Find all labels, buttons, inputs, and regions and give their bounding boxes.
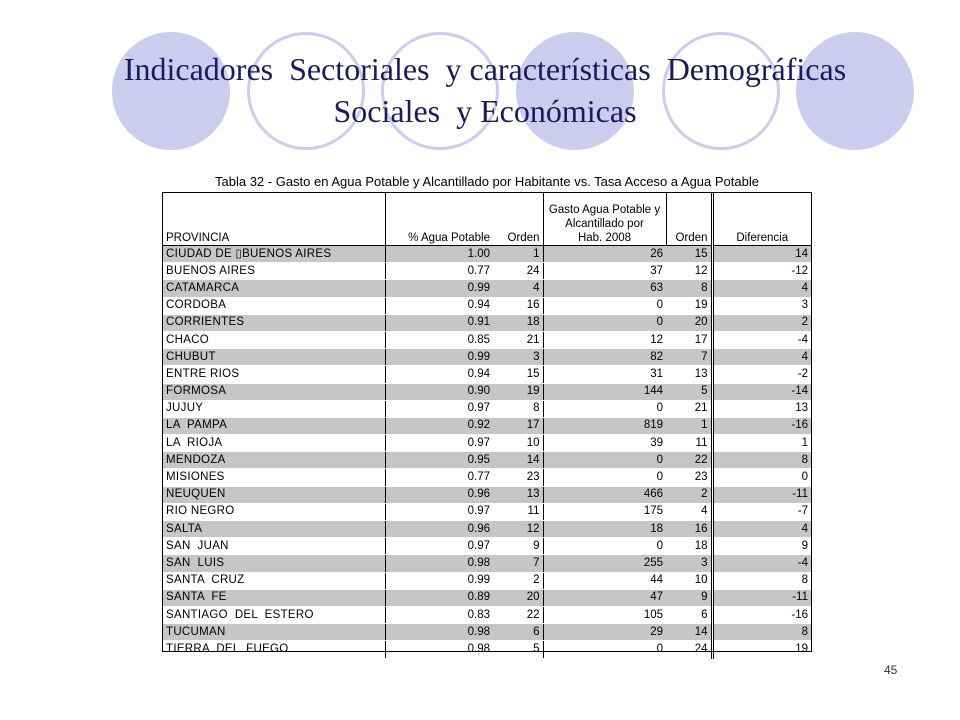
cell-diferencia: 9 xyxy=(712,538,811,555)
cell-provincia: NEUQUEN xyxy=(163,486,385,503)
header-diferencia: Diferencia xyxy=(712,193,811,246)
cell-diferencia: 4 xyxy=(712,521,811,538)
cell-agua-potable: 0.98 xyxy=(385,555,493,572)
cell-agua-potable: 1.00 xyxy=(385,246,493,263)
cell-orden-1: 24 xyxy=(493,263,543,280)
cell-gasto: 44 xyxy=(543,572,666,589)
header-gasto-line1: Gasto Agua Potable y xyxy=(548,204,661,216)
cell-orden-2: 2 xyxy=(666,486,712,503)
cell-diferencia: -4 xyxy=(712,331,811,348)
cell-orden-2: 10 xyxy=(666,572,712,589)
cell-provincia: SANTA CRUZ xyxy=(163,572,385,589)
cell-agua-potable: 0.98 xyxy=(385,641,493,658)
cell-provincia: MENDOZA xyxy=(163,452,385,469)
cell-diferencia: -16 xyxy=(712,417,811,434)
cell-provincia: RIO NEGRO xyxy=(163,503,385,520)
cell-orden-2: 20 xyxy=(666,314,712,331)
cell-orden-2: 23 xyxy=(666,469,712,486)
cell-orden-1: 14 xyxy=(493,452,543,469)
cell-agua-potable: 0.94 xyxy=(385,366,493,383)
cell-gasto: 0 xyxy=(543,297,666,314)
cell-agua-potable: 0.90 xyxy=(385,383,493,400)
cell-orden-1: 1 xyxy=(493,246,543,263)
cell-orden-1: 18 xyxy=(493,314,543,331)
table-row xyxy=(163,521,811,538)
cell-provincia: CHUBUT xyxy=(163,349,385,366)
cell-orden-2: 15 xyxy=(666,246,712,263)
cell-orden-1: 22 xyxy=(493,606,543,623)
cell-diferencia: -7 xyxy=(712,503,811,520)
cell-agua-potable: 0.77 xyxy=(385,469,493,486)
cell-gasto: 0 xyxy=(543,452,666,469)
cell-orden-1: 7 xyxy=(493,555,543,572)
table-row xyxy=(163,538,811,555)
table-row xyxy=(163,297,811,314)
header-provincia: PROVINCIA xyxy=(163,193,385,246)
table-row xyxy=(163,417,811,434)
cell-orden-2: 9 xyxy=(666,589,712,606)
cell-orden-2: 18 xyxy=(666,538,712,555)
cell-gasto: 0 xyxy=(543,314,666,331)
table-row xyxy=(163,503,811,520)
table-header-row xyxy=(163,193,811,246)
cell-gasto: 144 xyxy=(543,383,666,400)
cell-orden-2: 21 xyxy=(666,400,712,417)
cell-diferencia: 14 xyxy=(712,246,811,263)
cell-diferencia: -14 xyxy=(712,383,811,400)
cell-provincia: TUCUMAN xyxy=(163,624,385,641)
cell-agua-potable: 0.97 xyxy=(385,400,493,417)
table-row xyxy=(163,452,811,469)
cell-orden-2: 6 xyxy=(666,606,712,623)
cell-diferencia: 3 xyxy=(712,297,811,314)
table-row xyxy=(163,383,811,400)
cell-provincia: CATAMARCA xyxy=(163,280,385,297)
header-gasto-line3: Hab. 2008 xyxy=(577,232,632,244)
cell-diferencia: -11 xyxy=(712,589,811,606)
cell-gasto: 39 xyxy=(543,435,666,452)
cell-orden-1: 16 xyxy=(493,297,543,314)
cell-diferencia: 4 xyxy=(712,280,811,297)
cell-orden-1: 19 xyxy=(493,383,543,400)
cell-agua-potable: 0.85 xyxy=(385,331,493,348)
table-row xyxy=(163,641,811,658)
cell-gasto: 63 xyxy=(543,280,666,297)
cell-provincia: LA PAMPA xyxy=(163,417,385,434)
table-row xyxy=(163,572,811,589)
table-row xyxy=(163,624,811,641)
table-row xyxy=(163,400,811,417)
cell-agua-potable: 0.97 xyxy=(385,538,493,555)
cell-gasto: 47 xyxy=(543,589,666,606)
cell-diferencia: -11 xyxy=(712,486,811,503)
cell-provincia: BUENOS AIRES xyxy=(163,263,385,280)
cell-diferencia: 13 xyxy=(712,400,811,417)
cell-provincia: ENTRE RIOS xyxy=(163,366,385,383)
table-row xyxy=(163,366,811,383)
cell-diferencia: -4 xyxy=(712,555,811,572)
cell-gasto: 12 xyxy=(543,331,666,348)
cell-diferencia: 8 xyxy=(712,572,811,589)
cell-agua-potable: 0.97 xyxy=(385,503,493,520)
cell-orden-2: 22 xyxy=(666,452,712,469)
cell-agua-potable: 0.99 xyxy=(385,280,493,297)
cell-orden-1: 9 xyxy=(493,538,543,555)
cell-orden-2: 19 xyxy=(666,297,712,314)
cell-orden-1: 23 xyxy=(493,469,543,486)
cell-diferencia: 0 xyxy=(712,469,811,486)
cell-agua-potable: 0.96 xyxy=(385,486,493,503)
table-row xyxy=(163,469,811,486)
table-caption: Tabla 32 - Gasto en Agua Potable y Alcantillado por Habitante vs. Tasa Acceso a Agua Potable xyxy=(215,174,759,189)
page-number: 45 xyxy=(884,663,898,677)
cell-provincia: LA RIOJA xyxy=(163,435,385,452)
cell-orden-1: 13 xyxy=(493,486,543,503)
cell-orden-1: 21 xyxy=(493,331,543,348)
cell-orden-1: 10 xyxy=(493,435,543,452)
cell-provincia: JUJUY xyxy=(163,400,385,417)
cell-provincia: CIUDAD DE ▯BUENOS AIRES xyxy=(163,246,385,263)
table-row xyxy=(163,246,811,263)
cell-orden-2: 5 xyxy=(666,383,712,400)
cell-diferencia: 8 xyxy=(712,452,811,469)
cell-gasto: 255 xyxy=(543,555,666,572)
table-row xyxy=(163,349,811,366)
cell-agua-potable: 0.96 xyxy=(385,521,493,538)
cell-gasto: 31 xyxy=(543,366,666,383)
cell-agua-potable: 0.99 xyxy=(385,349,493,366)
cell-orden-1: 5 xyxy=(493,641,543,658)
slide-title xyxy=(40,48,930,132)
cell-orden-2: 17 xyxy=(666,331,712,348)
cell-diferencia: 1 xyxy=(712,435,811,452)
table-row xyxy=(163,280,811,297)
cell-agua-potable: 0.83 xyxy=(385,606,493,623)
cell-orden-1: 20 xyxy=(493,589,543,606)
cell-orden-2: 8 xyxy=(666,280,712,297)
cell-gasto: 0 xyxy=(543,400,666,417)
cell-agua-potable: 0.97 xyxy=(385,435,493,452)
cell-orden-1: 3 xyxy=(493,349,543,366)
data-table-container xyxy=(162,192,812,655)
cell-agua-potable: 0.89 xyxy=(385,589,493,606)
table-row xyxy=(163,555,811,572)
cell-orden-2: 12 xyxy=(666,263,712,280)
table-row xyxy=(163,314,811,331)
cell-gasto: 466 xyxy=(543,486,666,503)
cell-provincia: CORDOBA xyxy=(163,297,385,314)
cell-orden-1: 12 xyxy=(493,521,543,538)
cell-gasto: 29 xyxy=(543,624,666,641)
cell-provincia: SANTIAGO DEL ESTERO xyxy=(163,606,385,623)
cell-orden-1: 17 xyxy=(493,417,543,434)
cell-gasto: 0 xyxy=(543,469,666,486)
cell-orden-1: 11 xyxy=(493,503,543,520)
cell-gasto: 26 xyxy=(543,246,666,263)
cell-diferencia: 19 xyxy=(712,641,811,658)
cell-diferencia: -12 xyxy=(712,263,811,280)
cell-gasto: 37 xyxy=(543,263,666,280)
cell-orden-1: 4 xyxy=(493,280,543,297)
header-orden-2: Orden xyxy=(675,232,708,244)
header-gasto xyxy=(543,193,666,246)
cell-agua-potable: 0.99 xyxy=(385,572,493,589)
cell-diferencia: -16 xyxy=(712,606,811,623)
slide-title-line2: Sociales y Económicas xyxy=(333,93,637,129)
header-gasto-line2: Alcantillado por xyxy=(565,218,644,230)
cell-diferencia: 8 xyxy=(712,624,811,641)
table-row xyxy=(163,589,811,606)
cell-orden-2: 16 xyxy=(666,521,712,538)
cell-orden-2: 4 xyxy=(666,503,712,520)
cell-diferencia: 4 xyxy=(712,349,811,366)
data-table xyxy=(163,193,811,659)
table-body xyxy=(163,246,811,659)
table-row xyxy=(163,606,811,623)
cell-provincia: SAN JUAN xyxy=(163,538,385,555)
cell-orden-2: 24 xyxy=(666,641,712,658)
cell-gasto: 18 xyxy=(543,521,666,538)
cell-provincia: TIERRA DEL FUEGO xyxy=(163,641,385,658)
cell-provincia: FORMOSA xyxy=(163,383,385,400)
cell-gasto: 0 xyxy=(543,641,666,658)
cell-provincia: CHACO xyxy=(163,331,385,348)
header-orden-1: Orden xyxy=(507,232,540,244)
cell-gasto: 175 xyxy=(543,503,666,520)
cell-provincia: SANTA FE xyxy=(163,589,385,606)
cell-orden-2: 13 xyxy=(666,366,712,383)
cell-orden-1: 6 xyxy=(493,624,543,641)
cell-agua-potable: 0.91 xyxy=(385,314,493,331)
cell-orden-2: 7 xyxy=(666,349,712,366)
cell-diferencia: -2 xyxy=(712,366,811,383)
cell-agua-potable: 0.98 xyxy=(385,624,493,641)
cell-orden-1: 15 xyxy=(493,366,543,383)
table-row xyxy=(163,331,811,348)
cell-orden-2: 1 xyxy=(666,417,712,434)
cell-provincia: MISIONES xyxy=(163,469,385,486)
cell-gasto: 0 xyxy=(543,538,666,555)
table-row xyxy=(163,486,811,503)
cell-agua-potable: 0.94 xyxy=(385,297,493,314)
cell-gasto: 105 xyxy=(543,606,666,623)
cell-gasto: 819 xyxy=(543,417,666,434)
cell-agua-potable: 0.77 xyxy=(385,263,493,280)
table-row xyxy=(163,435,811,452)
cell-orden-1: 2 xyxy=(493,572,543,589)
cell-diferencia: 2 xyxy=(712,314,811,331)
cell-provincia: SALTA xyxy=(163,521,385,538)
cell-orden-2: 11 xyxy=(666,435,712,452)
cell-orden-2: 3 xyxy=(666,555,712,572)
header-agua-potable: % Agua Potable xyxy=(408,232,490,244)
cell-gasto: 82 xyxy=(543,349,666,366)
cell-agua-potable: 0.95 xyxy=(385,452,493,469)
cell-orden-2: 14 xyxy=(666,624,712,641)
table-row xyxy=(163,263,811,280)
cell-provincia: SAN LUIS xyxy=(163,555,385,572)
cell-agua-potable: 0.92 xyxy=(385,417,493,434)
slide-title-line1: Indicadores Sectoriales y características Demográficas xyxy=(123,51,847,87)
cell-provincia: CORRIENTES xyxy=(163,314,385,331)
cell-orden-1: 8 xyxy=(493,400,543,417)
